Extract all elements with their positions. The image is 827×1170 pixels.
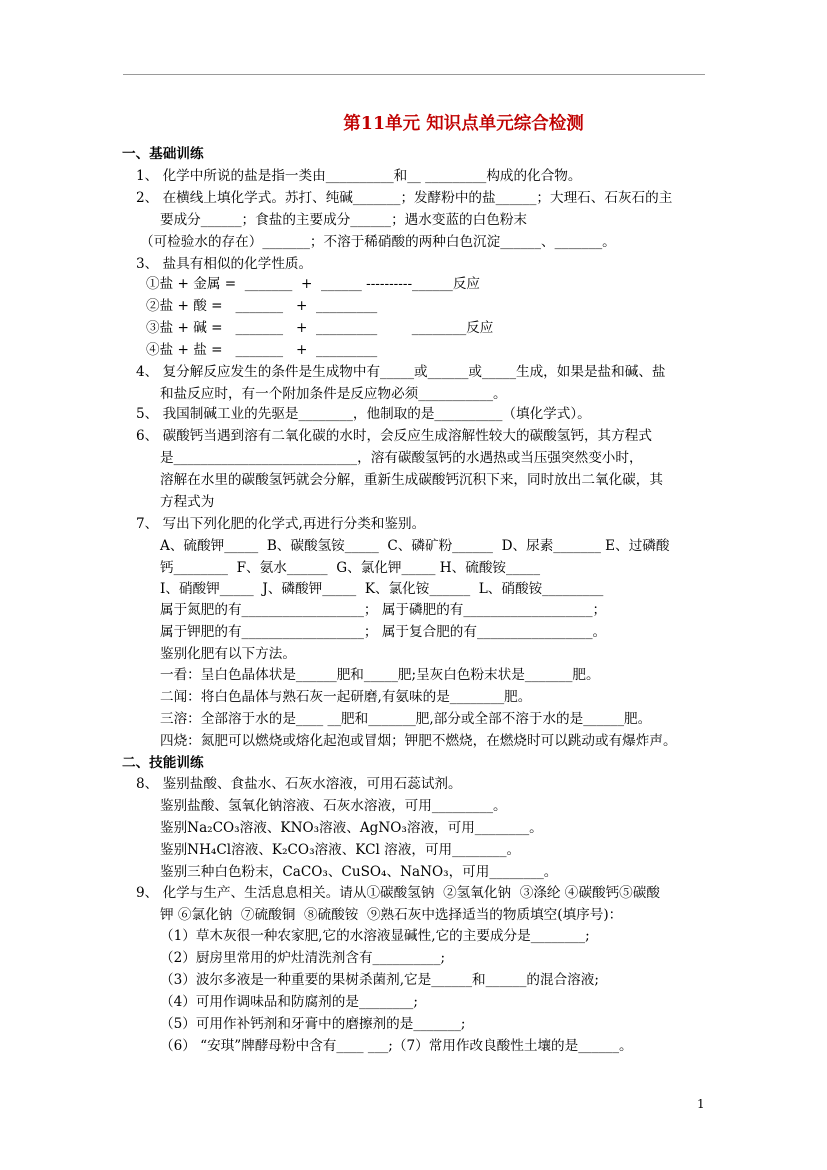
text-line: （6） “安琪”牌酵母粉中含有____ ___;（7）常用作改良酸性土壤的是______。	[160, 1038, 633, 1054]
text-line: 三溶：全部溶于水的是____ __肥和_______肥,部分或全部不溶于水的是______肥。	[160, 711, 652, 727]
text-line: 是___________________________，溶有碳酸氢钙的水遇热或当压强突然变小时，	[160, 450, 643, 466]
text-line: （1）草木灰很一种农家肥,它的水溶液显碱性,它的主要成分是________;	[160, 928, 590, 944]
text-line: ①盐 + 金属 = _______ + ______ ----------______反应	[146, 276, 481, 292]
text-line: 属于氮肥的有__________________； 属于磷肥的有___________________；	[160, 602, 607, 618]
text-line: （4）可用作调味品和防腐剂的是________;	[160, 994, 418, 1010]
text-line: 9、 化学与生产、生活息息相关。请从①碳酸氢钠 ②氢氧化钠 ③涤纶 ④碳酸钙⑤碳酸	[136, 885, 660, 901]
header-rule	[123, 74, 705, 75]
text-line: 钙________ F、氨水______ G、氯化钾_____ H、硫酸铵_____	[160, 560, 541, 576]
text-line: 鉴别NH₄Cl溶液、K₂CO₃溶液、KCl 溶液，可用________。	[160, 842, 521, 858]
text-line: （2）厨房里常用的炉灶清洗剂含有__________;	[160, 950, 446, 966]
text-line: I、硝酸钾_____ J、磷酸钾_____ K、氯化铵______ L、硝酸铵_________	[160, 581, 604, 597]
text-line: 属于钾肥的有__________________； 属于复合肥的有_________________。	[160, 624, 607, 640]
text-line: 4、 复分解反应发生的条件是生成物中有_____或______或_____生成，如果是盐和碱、盐	[136, 364, 666, 380]
text-line: 鉴别三种白色粉末，CaCO₃、CuSO₄、NaNO₃，可用________。	[160, 864, 558, 880]
text-line: ③盐 + 碱 = _______ + _________ ________反应	[146, 320, 494, 336]
text-line: A、硫酸钾_____ B、碳酸氢铵_____ C、磷矿粉______ D、尿素_______ E、过磷酸	[160, 538, 670, 554]
text-line: 二闻：将白色晶体与熟石灰一起研磨,有氨味的是________肥。	[160, 689, 532, 705]
text-line: （3）波尔多液是一种重要的果树杀菌剂,它是______和______的混合溶液;	[160, 972, 599, 988]
page-title: 第11单元 知识点单元综合检测	[343, 114, 584, 134]
text-line: （可检验水的存在）_______；不溶于稀硝酸的两种白色沉淀______、_______。	[140, 234, 616, 250]
page-number: 1	[697, 1097, 705, 1111]
text-line: 1、 化学中所说的盐是指一类由__________和__ _________构成的化合物。	[136, 168, 582, 184]
text-line: 溶解在水里的碳酸氢钙就会分解，重新生成碳酸钙沉积下来，同时放出二氧化碳，其	[160, 472, 663, 488]
text-line: 鉴别化肥有以下方法。	[160, 646, 296, 662]
text-line: 四烧：氮肥可以燃烧或熔化起泡或冒烟；钾肥不燃烧，在燃烧时可以跳动或有爆炸声。	[160, 733, 677, 749]
text-line: 5、 我国制碱工业的先驱是________，他制取的是__________（填化学式）。	[136, 406, 591, 422]
text-line: 要成分______；食盐的主要成分______；遇水变蓝的白色粉末	[160, 212, 528, 228]
text-line: ④盐 + 盐 = _______ + _________	[146, 342, 378, 358]
text-line: 6、 碳酸钙当遇到溶有二氧化碳的水时，会反应生成溶解性较大的碳酸氢钙，其方程式	[136, 428, 652, 444]
section-heading: 一、基础训练	[122, 146, 204, 162]
text-line: 钾 ⑥氯化钠 ⑦硫酸铜 ⑧硫酸铵 ⑨熟石灰中选择适当的物质填空(填序号)：	[160, 907, 623, 923]
text-line: 8、 鉴别盐酸、食盐水、石灰水溶液，可用石蕊试剂。	[136, 776, 462, 792]
text-line: 和盐反应时，有一个附加条件是反应物必须___________。	[160, 386, 507, 402]
text-line: 一看：呈白色晶体状是______肥和_____肥;呈灰白色粉末状是_______肥。	[160, 667, 600, 683]
text-line: （5）可用作补钙剂和牙膏中的磨擦剂的是_______;	[160, 1016, 466, 1032]
text-line: ②盐 + 酸 = _______ + _________	[146, 298, 378, 314]
text-line: 7、 写出下列化肥的化学式,再进行分类和鉴别。	[136, 516, 426, 532]
text-line: 3、 盐具有相似的化学性质。	[136, 256, 313, 272]
section-heading: 二、技能训练	[122, 755, 204, 771]
text-line: 2、 在横线上填化学式。苏打、纯碱_______；发酵粉中的盐______；大理石、石灰石的主	[136, 190, 673, 206]
text-line: 鉴别Na₂CO₃溶液、KNO₃溶液、AgNO₃溶液，可用________。	[160, 820, 543, 836]
text-line: 鉴别盐酸、氢氧化钠溶液、石灰水溶液，可用_________。	[160, 798, 507, 814]
text-line: 方程式为	[160, 494, 215, 510]
